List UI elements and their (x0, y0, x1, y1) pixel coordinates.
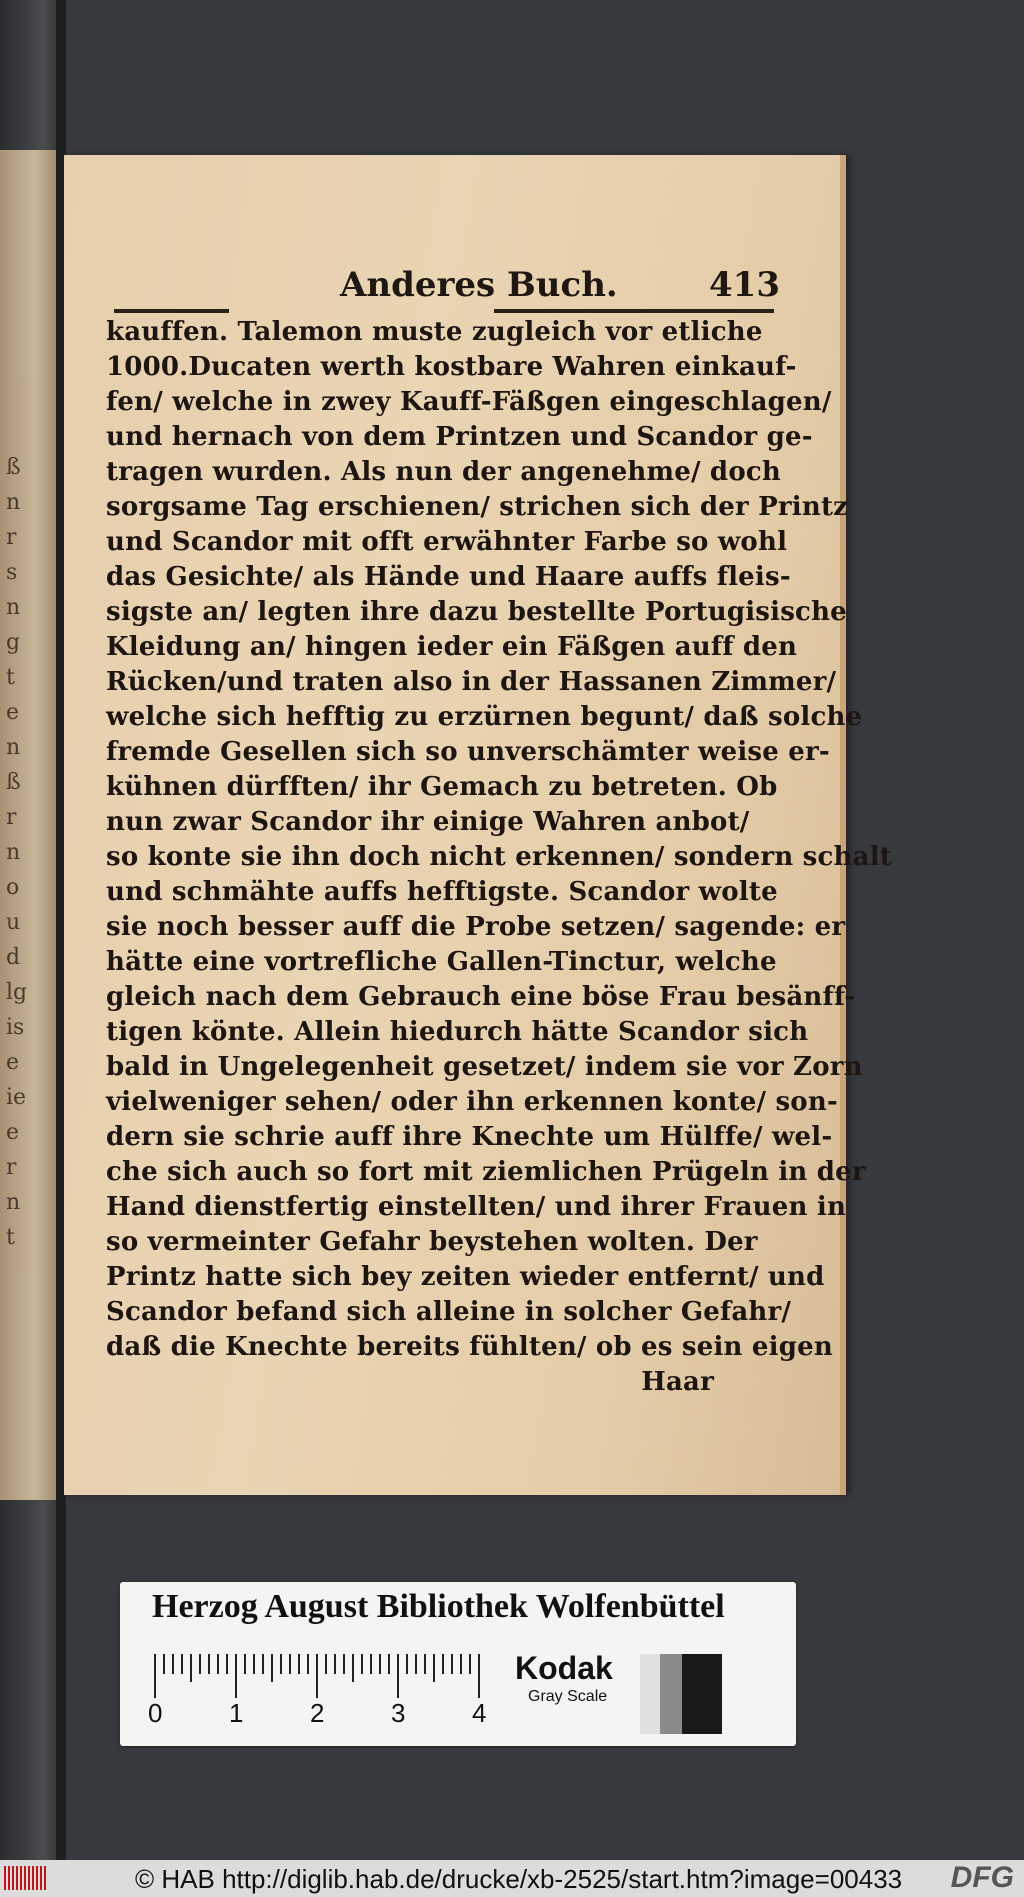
text-line: sie noch besser auff die Probe setzen/ sagende: er (106, 912, 846, 942)
scale-number: 0 (148, 1698, 163, 1728)
text-line: Rücken/und traten also in der Hassanen Zimmer/ (106, 667, 837, 697)
scale-number: 2 (310, 1698, 325, 1728)
text-line: bald in Ungelegenheit gesetzet/ indem sie vor Zorn (106, 1052, 863, 1082)
text-line: tragen wurden. Als nun der angenehme/ doch (106, 457, 781, 487)
scale-ruler (154, 1654, 514, 1702)
text-line: und schmähte auffs hefftigste. Scandor wolte (106, 877, 778, 907)
running-head: Anderes Buch. (340, 265, 618, 305)
text-line: Kleidung an/ hingen ieder ein Fäßgen auff den (106, 632, 798, 662)
scale-number: 4 (472, 1698, 487, 1728)
text-line: kühnen dürfften/ ihr Gemach zu betreten. Ob (106, 772, 778, 802)
text-line: daß die Knechte bereits fühlten/ ob es sein eigen (106, 1332, 833, 1362)
text-line: fremde Gesellen sich so unverschämter weise er- (106, 737, 830, 767)
page-header (114, 265, 780, 309)
color-target-card (120, 1582, 796, 1746)
text-line: gleich nach dem Gebrauch eine böse Frau besänff- (106, 982, 856, 1012)
gray-scale-label: Gray Scale (528, 1688, 608, 1705)
text-line: welche sich hefftig zu erzürnen begunt/ daß solche (106, 702, 863, 732)
text-line: 1000.Ducaten werth kostbare Wahren einkauf- (106, 352, 797, 382)
text-line: che sich auch so fort mit ziemlichen Prügeln in der (106, 1157, 866, 1187)
institution-name: Herzog August Bibliothek Wolfenbüttel (152, 1588, 725, 1625)
previous-page-edge (0, 150, 58, 1500)
scale-number: 3 (391, 1698, 406, 1728)
body-text (106, 315, 892, 1400)
text-line: Scandor befand sich alleine in solcher Gefahr/ (106, 1297, 792, 1327)
gray-swatch-dark (682, 1654, 722, 1734)
text-line: nun zwar Scandor ihr einige Wahren anbot/ (106, 807, 750, 837)
gray-swatch-mid (660, 1654, 682, 1734)
text-line: hätte eine vortrefliche Gallen-Tinctur, welche (106, 947, 777, 977)
page-number: 413 (709, 265, 780, 305)
text-line: sorgsame Tag erschienen/ strichen sich der Printz (106, 492, 849, 522)
previous-page-letter-fragments: ß n r s n g t e n ß r n o u d lg is e ie e r n t (6, 455, 28, 1250)
text-line: Hand dienstfertig einstellten/ und ihrer Frauen in (106, 1192, 847, 1222)
text-line: kauffen. Talemon muste zugleich vor etliche (106, 317, 763, 347)
text-line: dern sie schrie auff ihre Knechte um Hülffe/ wel- (106, 1122, 833, 1152)
footer-bar (0, 1860, 1024, 1897)
text-line: so konte sie ihn doch nicht erkennen/ sondern schalt (106, 842, 892, 872)
footer-copyright-url[interactable]: © HAB http://diglib.hab.de/drucke/xb-2525/start.htm?image=00433 (135, 1864, 903, 1894)
text-line: fen/ welche in zwey Kauff-Fäßgen eingeschlagen/ (106, 387, 832, 417)
text-line: und hernach von dem Printzen und Scandor ge- (106, 422, 813, 452)
kodak-brand: Kodak (515, 1650, 613, 1686)
catchword: Haar (641, 1367, 714, 1397)
book-page (64, 155, 892, 1495)
text-line: tigen könte. Allein hiedurch hätte Scandor sich (106, 1017, 809, 1047)
dfg-logo: DFG (950, 1861, 1014, 1894)
gray-swatch-light (640, 1654, 660, 1734)
text-line: sigste an/ legten ihre dazu bestellte Portugisische (106, 597, 847, 627)
text-line: vielweniger sehen/ oder ihn erkennen konte/ son- (106, 1087, 838, 1117)
text-line: Printz hatte sich bey zeiten wieder entfernt/ und (106, 1262, 825, 1292)
barcode-icon (4, 1866, 48, 1890)
text-line: so vermeinter Gefahr beystehen wolten. Der (106, 1227, 758, 1257)
header-rule-left (114, 309, 229, 313)
header-rule-right (494, 309, 774, 313)
scale-number: 1 (229, 1698, 244, 1728)
text-line: das Gesichte/ als Hände und Haare auffs fleis- (106, 562, 791, 592)
text-line: und Scandor mit offt erwähnter Farbe so wohl (106, 527, 788, 557)
